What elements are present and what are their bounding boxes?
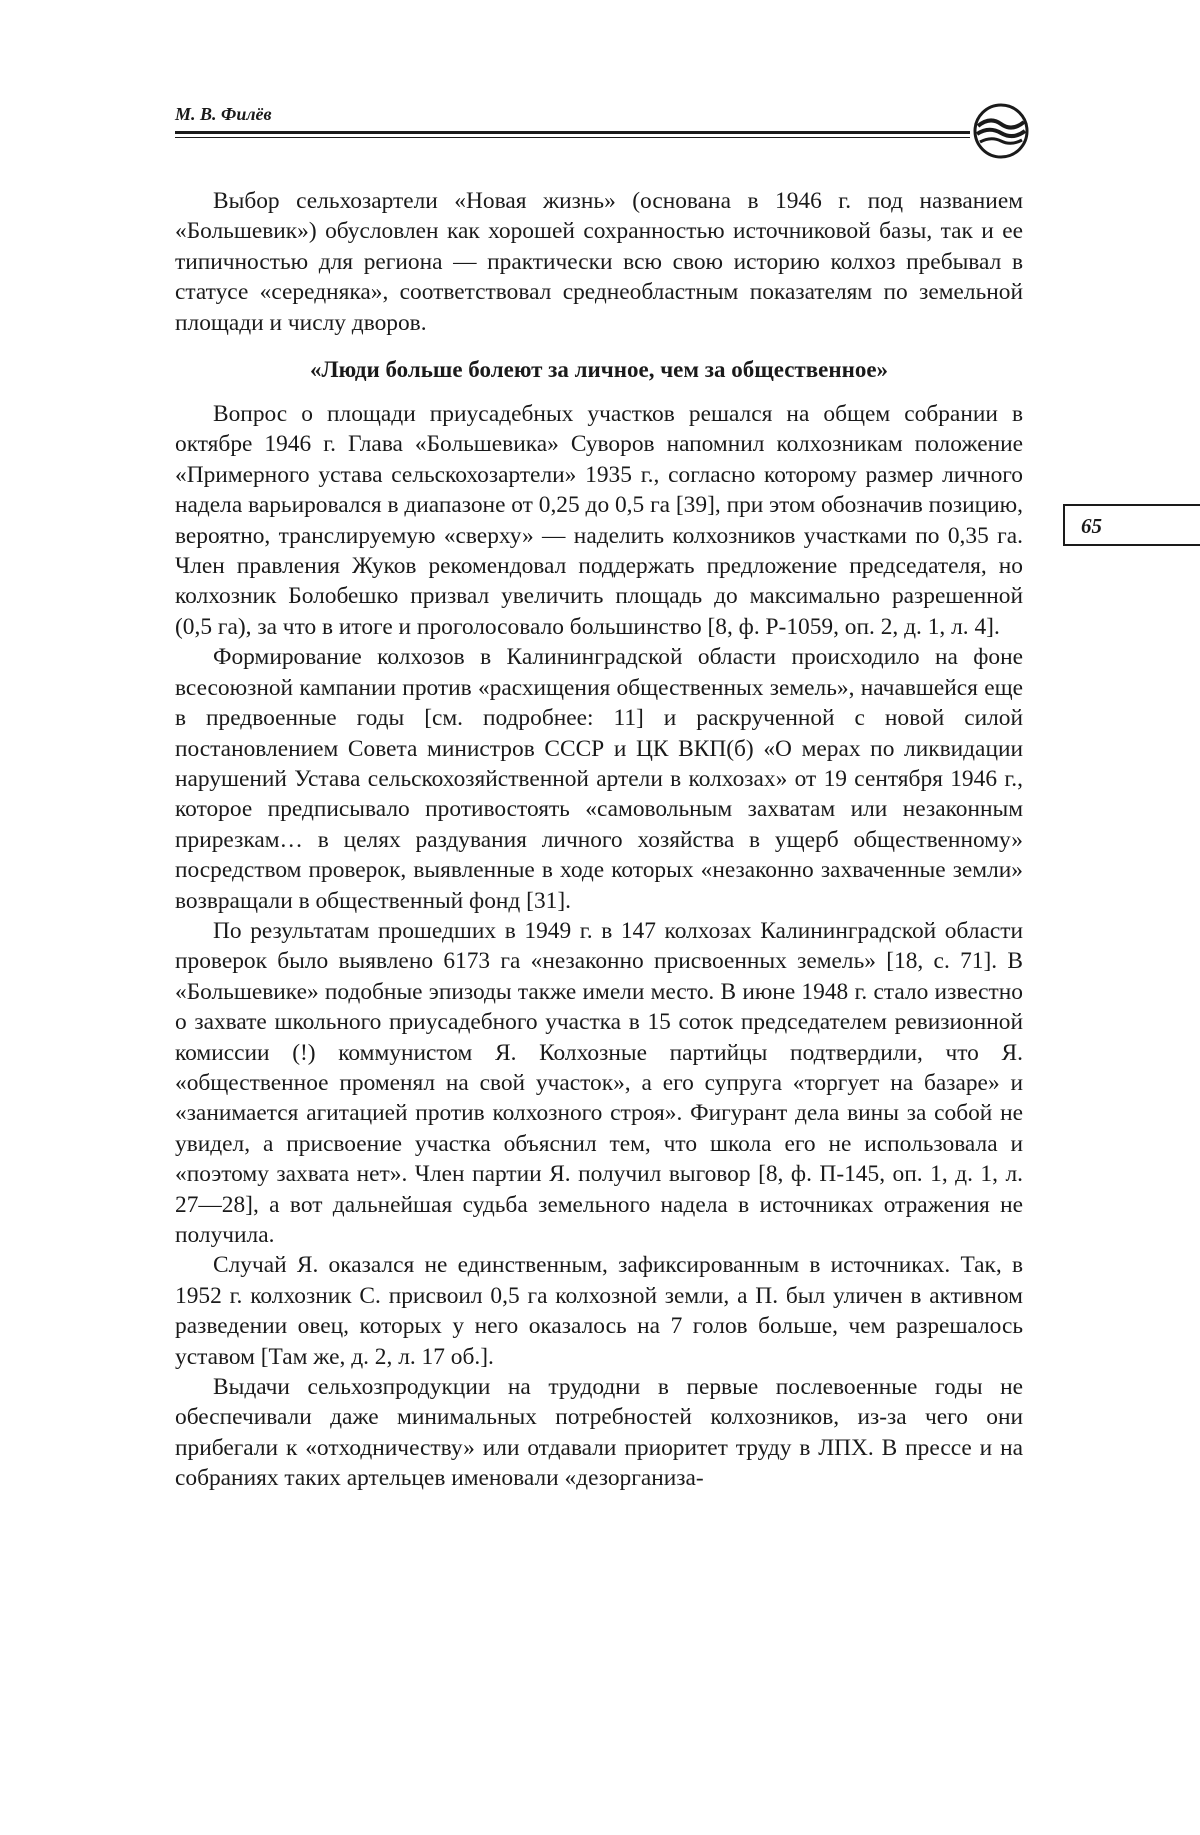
article-body: [175, 186, 1023, 1494]
paragraph: Выбор сельхозартели «Новая жизнь» (основана в 1946 г. под названием «Большевик») обусловлен как хорошей сохранностью источниковой базы, так и ее типичностью для региона — практически всю свою историю колхоз пребывал в статусе «середняка», соответствовал среднеобластным показателям по земельной площади и числу дворов.: [175, 188, 1023, 336]
publisher-wave-logo-icon: [972, 102, 1030, 160]
header-rule-thick: [175, 131, 970, 134]
header-rule-thin: [175, 137, 970, 138]
page-number: 65: [1081, 514, 1102, 538]
paragraph: По результатам прошедших в 1949 г. в 147 колхозах Калининградской области проверок было выявлено 6173 га «незаконно присвоенных земель» [18, с. 71]. В «Большевике» подобные эпизоды также имели место. В июне 1948 г. стало известно о захвате школьного приусадебного участка в 15 соток председателем ревизионной комиссии (!) коммунистом Я. Колхозные партийцы подтвердили, что Я. «общественное променял на свой участок», а его супруга «торгует на базаре» и «занимается агитацией против колхозного строя». Фигурант дела вины за собой не увидел, а присвоение участка объяснил тем, что школа его не использовала и «поэтому захвата нет». Член партии Я. получил выговор [8, ф. П-145, оп. 1, д. 1, л. 27—28], а вот дальнейшая судьба земельного надела в источниках отражения не получила.: [175, 917, 1023, 1248]
page-number-tab: [1063, 504, 1200, 546]
running-header: [175, 98, 1023, 158]
paragraph: Вопрос о площади приусадебных участков решался на общем собрании в октябре 1946 г. Глава «Большевика» Суворов напомнил колхозникам положение «Примерного устава сельскохозартели» 1935 г., согласно которому размер личного надела варьировался в диапазоне от 0,25 до 0,5 га [39], при этом обозначив позицию, вероятно, транслируемую «сверху» — наделить колхозников участками по 0,35 га. Член правления Жуков рекомендовал поддержать предложение председателя, но колхозник Болобешко призвал увеличить площадь до максимально разрешенной (0,5 га), за что в итоге и проголосовало большинство [8, ф. Р-1059, оп. 2, д. 1, л. 4].: [175, 401, 1023, 640]
paragraph: Случай Я. оказался не единственным, зафиксированным в источниках. Так, в 1952 г. колхозник С. присвоил 0,5 га колхозной земли, а П. был уличен в активном разведении овец, которых у него оказалось на 7 голов больше, чем разрешалось уставом [Там же, д. 2, л. 17 об.].: [175, 1252, 1023, 1370]
running-header-author: М. В. Филёв: [175, 104, 272, 124]
paragraph: Формирование колхозов в Калининградской области происходило на фоне всесоюзной кампании против «расхищения общественных земель», начавшейся еще в предвоенные годы [см. подробнее: 11] и раскрученной с новой силой постановлением Совета министров СССР и ЦК ВКП(б) «О мерах по ликвидации нарушений Устава сельскохозяйственной артели в колхозах» от 19 сентября 1946 г., которое предписывало противостоять «самовольным захватам или незаконным прирезкам… в целях раздувания личного хозяйства в ущерб общественному» посредством проверок, выявленные в ходе которых «незаконно захваченные земли» возвращали в общественный фонд [31].: [175, 644, 1023, 914]
section-heading: «Люди больше болеют за личное, чем за общественное»: [309, 357, 889, 383]
paragraph: Выдачи сельхозпродукции на трудодни в первые послевоенные годы не обеспечивали даже минимальных потребностей колхозников, из-за чего они прибегали к «отходничеству» или отдавали приоритет труду в ЛПХ. В прессе и на собраниях таких артельцев именовали «дезорганиза-: [175, 1374, 1023, 1492]
